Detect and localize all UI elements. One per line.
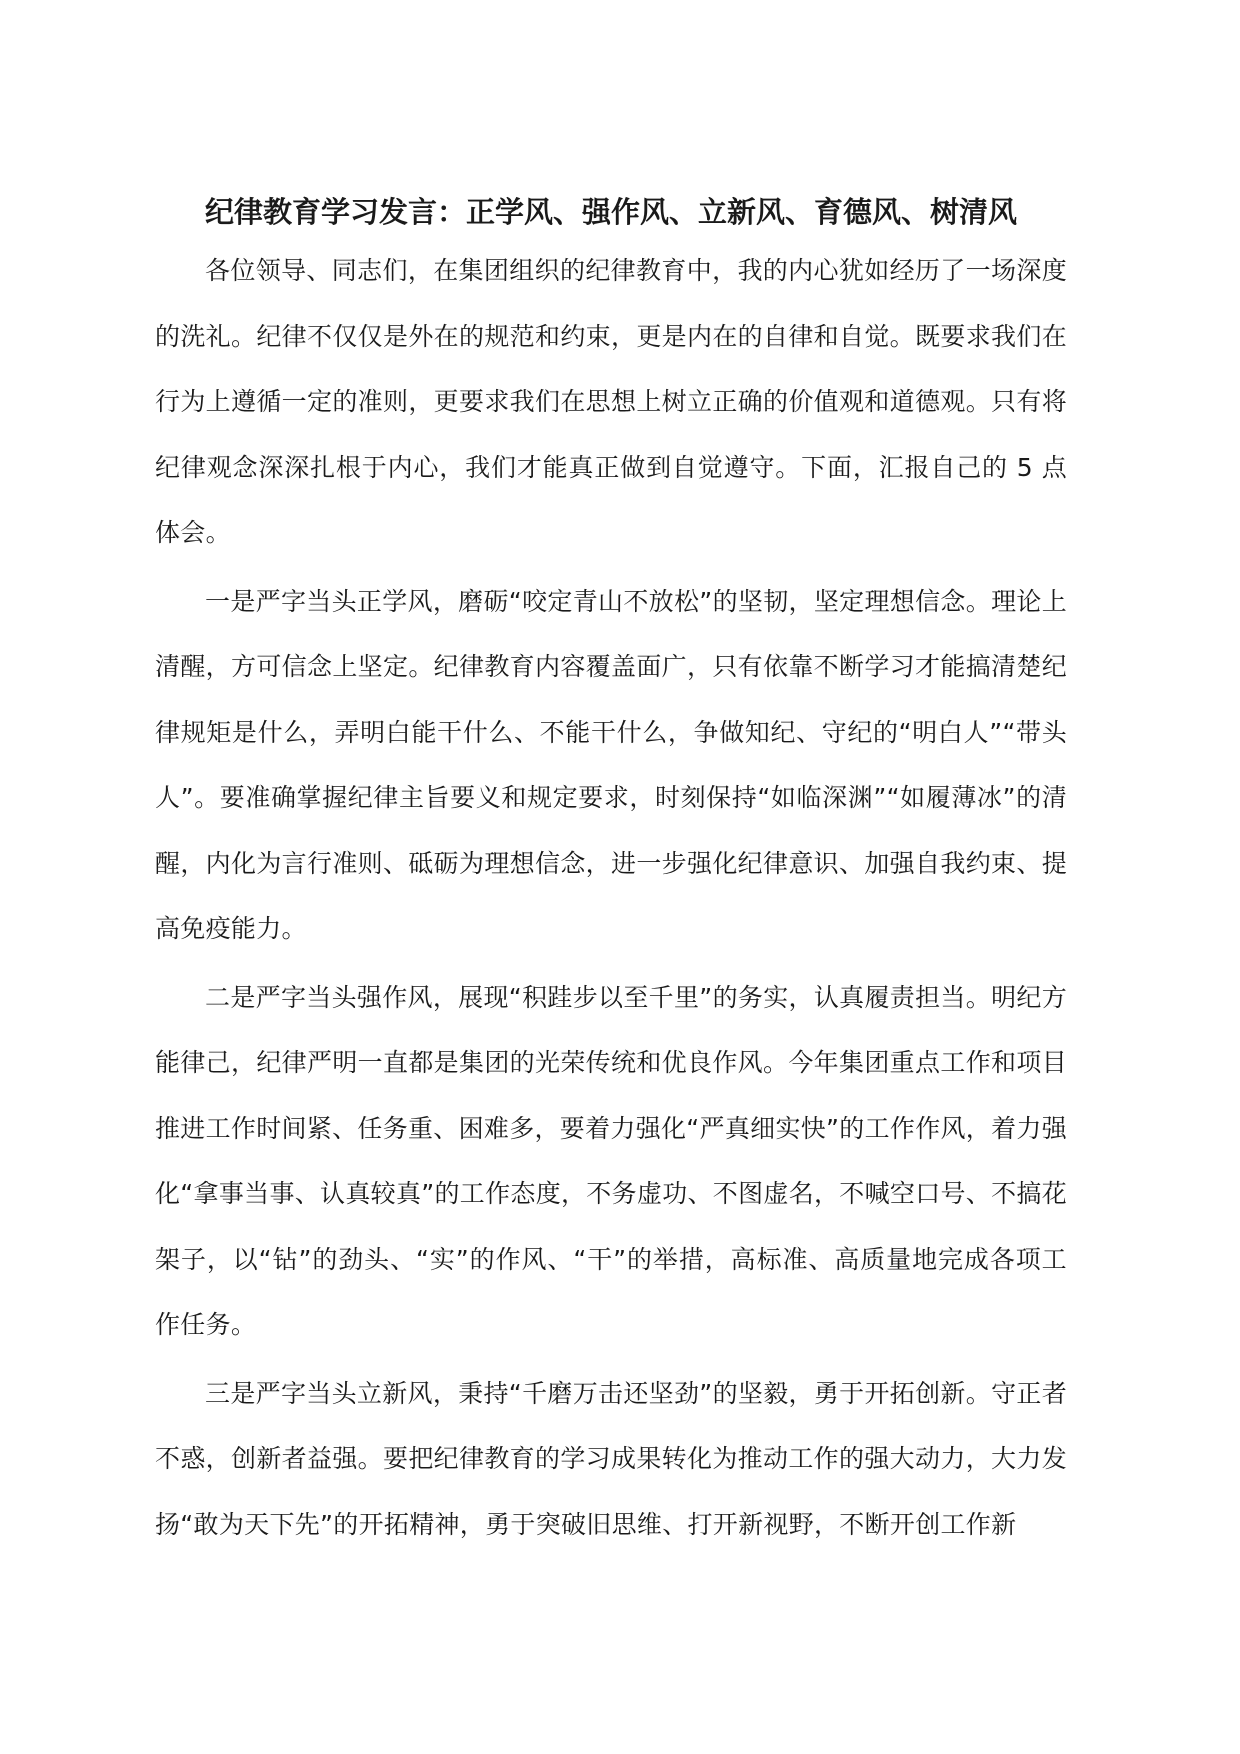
paragraph-point-2: 二是严字当头强作风，展现“积跬步以至千里”的务实，认真履责担当。明纪方能律己，纪律严明一直都是集团的光荣传统和优良作风。今年集团重点工作和项目推进工作时间紧、任务重、困难多，要着力强化“严真细实快”的工作作风，着力强化“拿事当事、认真较真”的工作态度，不务虚功、不图虚名，不喊空口号、不搞花架子，以“钻”的劲头、“实”的作风、“干”的举措，高标准、高质量地完成各项工作任务。 [155,982,1068,1339]
paragraph-intro: 各位领导、同志们，在集团组织的纪律教育中，我的内心犹如经历了一场深度的洗礼。纪律不仅仅是外在的规范和约束，更是内在的自律和自觉。既要求我们在行为上遵循一定的准则，更要求我们在思想上树立正确的价值观和道德观。只有将纪律观念深深扎根于内心，我们才能真正做到自觉遵守。下面，汇报自己的 5 点体会。 [155,256,1067,547]
document-title: 纪律教育学习发言：正学风、强作风、立新风、育德风、树清风 [204,195,1017,229]
paragraph-point-1: 一是严字当头正学风，磨砺“咬定青山不放松”的坚韧，坚定理想信念。理论上清醒，方可信念上坚定。纪律教育内容覆盖面广，只有依靠不断学习才能搞清楚纪律规矩是什么，弄明白能干什么、不能干什么，争做知纪、守纪的“明白人”“带头人”。要准确掌握纪律主旨要义和规定要求，时刻保持“如临深渊”“如履薄冰”的清醒，内化为言行准则、砥砺为理想信念，进一步强化纪律意识、加强自我约束、提高免疫能力。 [155,586,1067,943]
paragraph-point-3: 三是严字当头立新风，秉持“千磨万击还坚劲”的坚毅，勇于开拓创新。守正者不惑，创新者益强。要把纪律教育的学习成果转化为推动工作的强大动力，大力发扬“敢为天下先”的开拓精神，勇于突破旧思维、打开新视野，不断开创工作新 [155,1378,1067,1539]
document-page [155,190,1067,1557]
